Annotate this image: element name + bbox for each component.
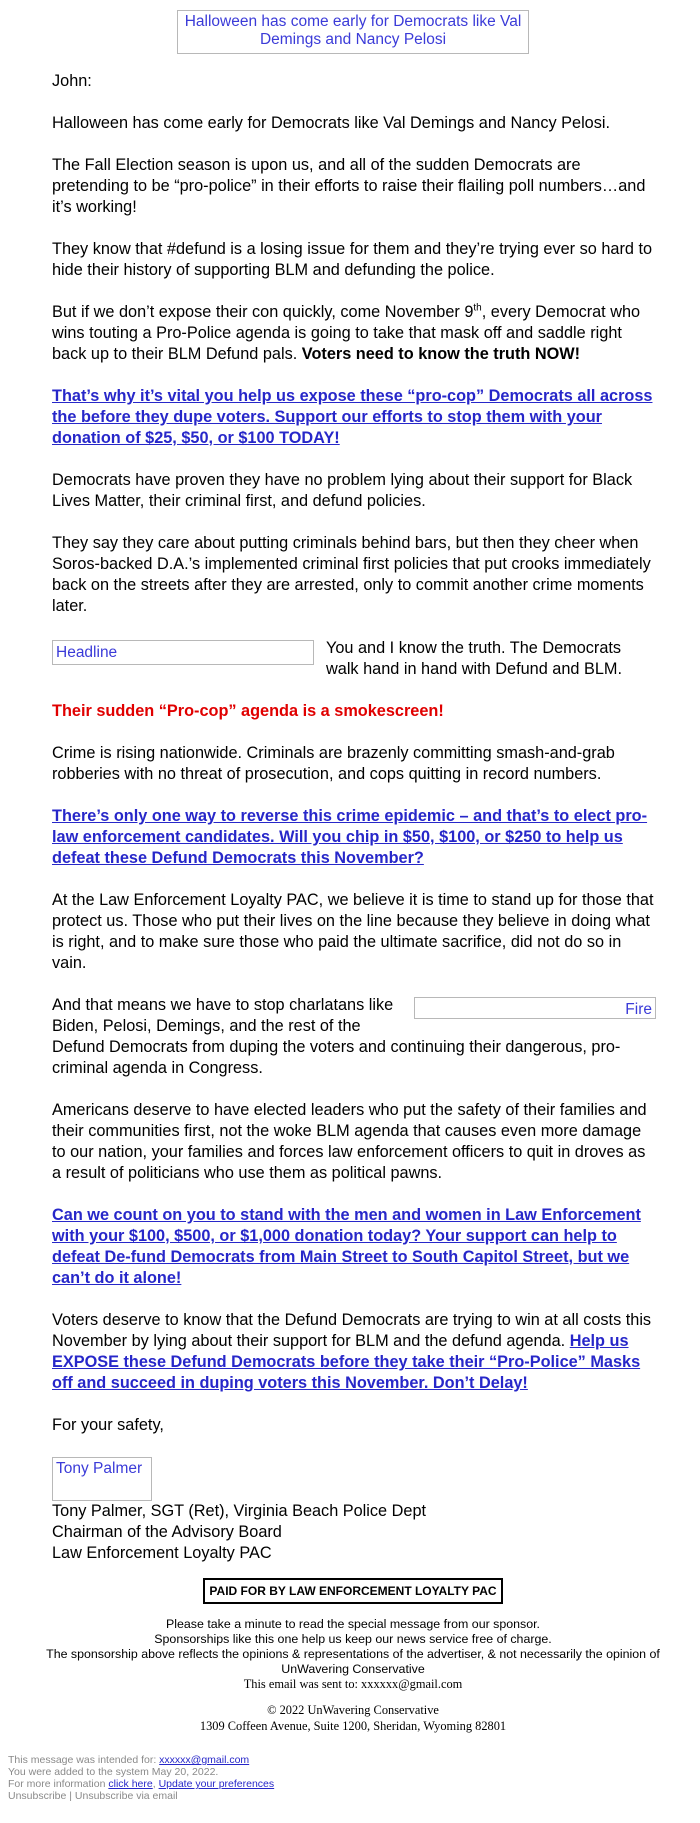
donate-link-3[interactable]: Can we count on you to stand with the men and women in Law Enforcement with your $100, $500, or $1,000 donation today? Your support can help to defeat De-fund Democrats from Main Street to South Capitol Street, but we can’t do it alone! <box>52 1206 641 1287</box>
added-line: You were added to the system May 20, 2022. <box>8 1766 219 1778</box>
sponsor-notice <box>28 1617 678 1692</box>
click-here-link[interactable]: click here <box>108 1778 153 1790</box>
email-body <box>52 71 656 1604</box>
copyright: © 2022 UnWavering Conservative <box>267 1703 439 1717</box>
signature-title: Chairman of the Advisory Board <box>52 1523 282 1541</box>
sponsor-line-3: The sponsorship above reflects the opinions & representations of the advertiser, & not necessarily the opinion of UnWavering Conservative <box>46 1647 660 1676</box>
update-preferences-link[interactable]: Update your preferences <box>158 1778 275 1790</box>
intended-line: This message was intended for: xxxxxx@gmail.com <box>8 1754 250 1766</box>
paragraph-fall-election: The Fall Election season is upon us, and all of the sudden Democrats are pretending to be “pro-police” in their efforts to raise their flailing poll numbers…and it’s working! <box>52 156 646 216</box>
info-line: For more information click here, Update your preferences <box>8 1778 275 1790</box>
paragraph-charlatans: And that means we have to stop charlatans like Biden, Pelosi, Demings, and the rest of the Defund Democrats from duping the voters and continuing their dangerous, pro-criminal agenda in Congress. <box>52 996 621 1077</box>
hero-image[interactable]: Halloween has come early for Democrats like Val Demings and Nancy Pelosi <box>177 10 529 54</box>
fire-block <box>52 995 656 1079</box>
paragraph-defund: They know that #defund is a losing issue for them and they’re trying ever so hard to hide their history of supporting BLM and defunding the police. <box>52 240 653 279</box>
paragraph-soros: They say they care about putting criminals behind bars, but then they cheer when Soros-backed D.A.’s implemented criminal first policies that put crooks immediately back on the streets after they are arrested, only to commit another crime moments later. <box>52 534 651 615</box>
donate-link-2[interactable]: There’s only one way to reverse this crime epidemic – and that’s to elect pro-law enforcement candidates. Will you chip in $50, $100, or $250 to help us defeat these Defund Democrats this November? <box>52 807 648 867</box>
paragraph-expose: But if we don’t expose their con quickly, come November 9th, every Democrat who wins touting a Pro-Police agenda is going to take that mask off and saddle right back up to their BLM Defund pals. Voters need to know the truth NOW! <box>52 302 641 363</box>
email-footer <box>8 1754 274 1802</box>
paragraph-crime: Crime is rising nationwide. Criminals are brazenly committing smash-and-grab robberies with no threat of prosecution, and cops quitting in record numbers. <box>52 744 615 783</box>
headline-block <box>52 638 656 680</box>
paragraph-pac: At the Law Enforcement Loyalty PAC, we believe it is time to stand up for those that protect us. Those who put their lives on the line because they believe in doing what is right, and to make sure those who paid the ultimate sacrifice, did not do so in vain. <box>52 891 654 972</box>
paragraph-americans: Americans deserve to have elected leaders who put the safety of their families and their communities first, not the woke BLM agenda that causes even more damage to our nation, your families and forces law enforcement officers to quit in droves as a result of politicians who use them as political pawns. <box>52 1101 647 1182</box>
fire-image[interactable]: Fire <box>414 997 656 1019</box>
smokescreen-heading: Their sudden “Pro-cop” agenda is a smokescreen! <box>52 702 444 720</box>
sent-to: This email was sent to: xxxxxx@gmail.com <box>243 1677 463 1691</box>
paragraph-intro: Halloween has come early for Democrats like Val Demings and Nancy Pelosi. <box>52 114 611 132</box>
greeting: John: <box>52 72 92 90</box>
paragraph-lying: Democrats have proven they have no problem lying about their support for Black Lives Matter, their criminal first, and defund policies. <box>52 471 633 510</box>
voters-need-truth: Voters need to know the truth NOW! <box>301 345 581 363</box>
paid-for-disclaimer: PAID FOR BY LAW ENFORCEMENT LOYALTY PAC <box>203 1578 503 1604</box>
signature-image: Tony Palmer <box>52 1457 152 1501</box>
paragraph-voters: Voters deserve to know that the Defund Democrats are trying to win at all costs this November by lying about their support for BLM and the defund agenda. Help us EXPOSE these Defund Democrats before they take their “Pro-Police” Masks off and succeed in duping voters this November. Don’t Delay! <box>52 1311 652 1392</box>
address: 1309 Coffeen Avenue, Suite 1200, Sheridan, Wyoming 82801 <box>199 1719 507 1733</box>
signature-block <box>52 1457 656 1564</box>
expose-link[interactable]: Help us EXPOSE these Defund Democrats before they take their “Pro-Police” Masks off and succeed in duping voters this November. Don’t Delay! <box>52 1332 641 1392</box>
signature-name: Tony Palmer, SGT (Ret), Virginia Beach Police Dept <box>52 1502 427 1520</box>
sponsor-line-1: Please take a minute to read the special message from our sponsor. <box>166 1617 540 1631</box>
signature-org: Law Enforcement Loyalty PAC <box>52 1544 272 1562</box>
paragraph-truth: You and I know the truth. The Democrats walk hand in hand with Defund and BLM. <box>326 639 622 678</box>
copyright-block <box>28 1702 678 1734</box>
donate-link-1[interactable]: That’s why it’s vital you help us expose these “pro-cop” Democrats all across the before they dupe voters. Support our efforts to stop them with your donation of $25, $50, or $100 TODAY! <box>52 387 653 447</box>
sponsor-line-2: Sponsorships like this one help us keep our news service free of charge. <box>154 1632 552 1646</box>
unsubscribe-links[interactable]: Unsubscribe | Unsubscribe via email <box>8 1790 178 1802</box>
closing: For your safety, <box>52 1416 164 1434</box>
headline-image[interactable]: Headline <box>52 640 314 665</box>
intended-email-link[interactable]: xxxxxx@gmail.com <box>159 1754 250 1766</box>
